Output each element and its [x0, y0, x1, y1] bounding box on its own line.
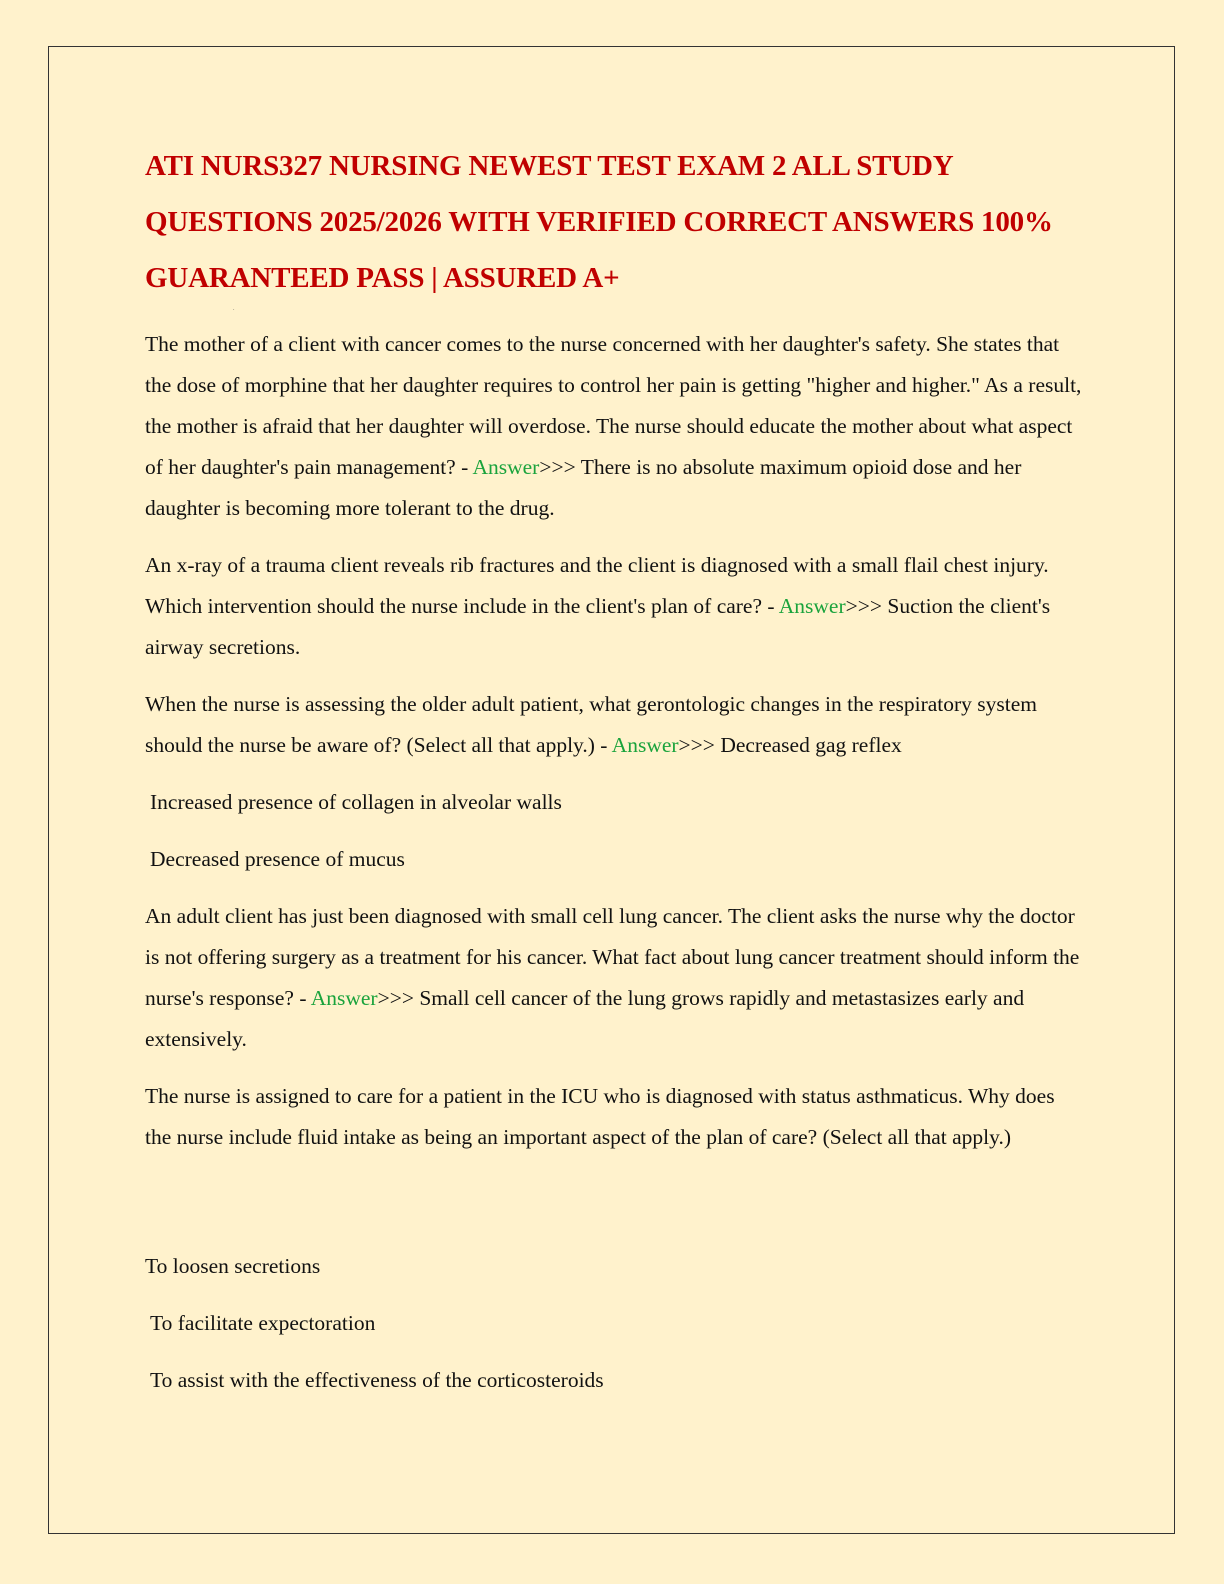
- answer-text: There is no absolute maximum opioid dose and her daughter is becoming more tolerant to the drug.: [145, 455, 1022, 520]
- answer-item: To loosen secretions: [145, 1254, 321, 1278]
- document-body: [145, 138, 1085, 1417]
- question-block: [145, 1076, 1085, 1158]
- answer-marker: >>>: [377, 986, 414, 1010]
- document-title: ATI NURS327 NURSING NEWEST TEST EXAM 2 ALL STUDY QUESTIONS 2025/2026 WITH VERIFIED CORRECT ANSWERS 100% GUARANTEED PASS | ASSURED A+: [145, 150, 1053, 294]
- answer-text: Small cell cancer of the lung grows rapidly and metastasizes early and extensively.: [145, 986, 1025, 1051]
- answer-item: To facilitate expectoration: [150, 1311, 376, 1335]
- question-text: The nurse is assigned to care for a patient in the ICU who is diagnosed with status asthmaticus. Why does the nurse include fluid intake as being an important aspect of the plan of care? (Select all that apply.): [145, 1084, 1055, 1149]
- answer-label: Answer: [310, 986, 378, 1010]
- answer-text: Suction the client's airway secretions.: [145, 594, 1051, 659]
- answer-text: Decreased gag reflex: [714, 733, 902, 757]
- answer-label: Answer: [472, 455, 540, 479]
- question-block: [145, 684, 1085, 766]
- page-border-right-rule: [1174, 46, 1176, 1534]
- answer-item: Increased presence of collagen in alveolar walls: [150, 790, 562, 814]
- answer-label: Answer: [611, 733, 679, 757]
- answer-label: Answer: [778, 594, 846, 618]
- question-block: [145, 896, 1085, 1060]
- answer-marker: >>>: [845, 594, 883, 618]
- spacer: [145, 1174, 1085, 1246]
- answer-item: Decreased presence of mucus: [150, 847, 405, 871]
- answer-item: To assist with the effectiveness of the corticosteroids: [150, 1368, 604, 1392]
- question-text: The mother of a client with cancer comes to the nurse concerned with her daughter's safety. She states that the dose of morphine that her daughter requires to control her pain is getting "higher and higher." As a result, the mother is afraid that her daughter will overdose. The nurse should educate the mother about what aspect of her daughter's pain management? -: [145, 332, 1082, 479]
- answer-marker: >>>: [539, 455, 576, 479]
- answer-marker: >>>: [678, 733, 715, 757]
- question-block: [145, 545, 1085, 668]
- question-block: [145, 324, 1085, 529]
- decorative-dot: .: [233, 306, 235, 312]
- question-text: An adult client has just been diagnosed with small cell lung cancer. The client asks the nurse why the doctor is not offering surgery as a treatment for his cancer. What fact about lung cancer treatment should inform the nurse's response? -: [145, 904, 1080, 1010]
- question-text: An x-ray of a trauma client reveals rib fractures and the client is diagnosed with a small flail chest injury. Which intervention should the nurse include in the client's plan of care? -: [145, 553, 1049, 618]
- question-text: When the nurse is assessing the older adult patient, what gerontologic changes in the respiratory system should the nurse be aware of? (Select all that apply.) -: [145, 692, 1038, 757]
